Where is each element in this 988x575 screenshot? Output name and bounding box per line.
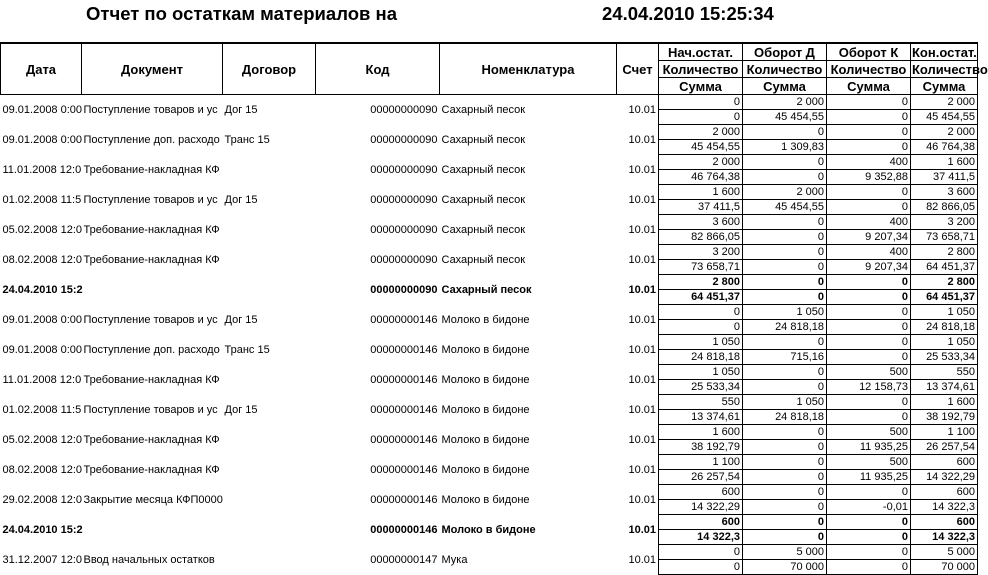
cell-qty: 2 000 — [743, 185, 827, 200]
report-body — [1, 95, 978, 575]
report-timestamp: 24.04.2010 15:25:34 — [602, 3, 774, 24]
cell-sum: 0 — [743, 500, 827, 515]
cell-sum: 26 257,54 — [911, 440, 978, 455]
cell-qty: 2 000 — [659, 125, 743, 140]
cell-sum: 0 — [827, 200, 911, 215]
cell-date: 31.12.2007 12:0 — [2, 553, 83, 566]
header-contract: Договор — [223, 43, 316, 95]
cell-qty: 3 600 — [659, 215, 743, 230]
cell-code: 00000000090 — [370, 283, 438, 296]
cell-contract — [223, 275, 316, 305]
cell-sum: 37 411,5 — [911, 170, 978, 185]
cell-qty: 1 050 — [743, 305, 827, 320]
cell-date: 29.02.2008 12:0 — [2, 493, 83, 506]
cell-sum: 37 411,5 — [659, 200, 743, 215]
cell-sum: 82 866,05 — [911, 200, 978, 215]
cell-qty: 600 — [659, 515, 743, 530]
cell-qty: 3 200 — [911, 215, 978, 230]
cell-contract: Дог 15 — [224, 193, 258, 206]
cell-date: 05.02.2008 12:0 — [2, 433, 83, 446]
cell-qty: 0 — [827, 485, 911, 500]
cell-account: 10.01 — [628, 163, 656, 176]
cell-contract — [223, 365, 316, 395]
cell-nomenclature: Сахарный песок — [441, 253, 526, 266]
cell-sum: 13 374,61 — [911, 380, 978, 395]
cell-qty: 0 — [743, 485, 827, 500]
table-row — [1, 275, 978, 290]
cell-code: 00000000090 — [370, 253, 438, 266]
cell-code: 00000000090 — [370, 193, 438, 206]
cell-document: Поступление доп. расходо — [83, 343, 220, 356]
cell-sum: 11 935,25 — [827, 440, 911, 455]
cell-account: 10.01 — [628, 553, 656, 566]
cell-qty: 2 800 — [911, 245, 978, 260]
cell-qty: 0 — [743, 275, 827, 290]
cell-nomenclature: Молоко в бидоне — [441, 373, 530, 386]
cell-qty: 0 — [827, 305, 911, 320]
cell-account: 10.01 — [628, 433, 656, 446]
cell-code: 00000000147 — [370, 553, 438, 566]
cell-nomenclature: Молоко в бидоне — [441, 523, 536, 536]
cell-sum: 70 000 — [911, 560, 978, 575]
cell-qty: 1 100 — [659, 455, 743, 470]
cell-sum: 0 — [743, 170, 827, 185]
cell-nomenclature: Молоко в бидоне — [441, 463, 530, 476]
cell-sum: 1 309,83 — [743, 140, 827, 155]
cell-qty: 0 — [743, 515, 827, 530]
cell-code: 00000000146 — [370, 403, 438, 416]
cell-qty: 2 800 — [659, 275, 743, 290]
cell-nomenclature: Молоко в бидоне — [441, 403, 530, 416]
cell-document: Поступление доп. расходо — [83, 133, 220, 146]
cell-sum: 38 192,79 — [659, 440, 743, 455]
cell-account: 10.01 — [628, 283, 656, 296]
cell-sum: 0 — [827, 140, 911, 155]
cell-qty: 1 050 — [743, 395, 827, 410]
cell-document: Требование-накладная КФ — [83, 373, 220, 386]
cell-sum: 38 192,79 — [911, 410, 978, 425]
cell-qty: 0 — [743, 215, 827, 230]
header-credit: Оборот К — [827, 43, 911, 61]
cell-account: 10.01 — [628, 463, 656, 476]
header-qty: Количество — [659, 61, 743, 78]
header-document: Документ — [82, 43, 223, 95]
table-row — [1, 95, 978, 110]
cell-sum: 0 — [743, 440, 827, 455]
header-qty: Количество — [743, 61, 827, 78]
cell-date: 24.04.2010 15:2 — [2, 523, 83, 536]
report-table — [0, 42, 988, 575]
cell-qty: 1 050 — [911, 305, 978, 320]
cell-sum: 24 818,18 — [743, 410, 827, 425]
cell-nomenclature: Молоко в бидоне — [441, 493, 530, 506]
table-row — [1, 425, 978, 440]
cell-qty: 0 — [659, 305, 743, 320]
cell-qty: 0 — [743, 365, 827, 380]
cell-code: 00000000146 — [370, 343, 438, 356]
cell-sum: 12 158,73 — [827, 380, 911, 395]
table-row — [1, 365, 978, 380]
header-sum: Сумма — [659, 78, 743, 95]
cell-qty: 550 — [659, 395, 743, 410]
cell-account: 10.01 — [628, 133, 656, 146]
cell-qty: 0 — [659, 95, 743, 110]
cell-document — [82, 515, 223, 545]
cell-sum: 64 451,37 — [659, 290, 743, 305]
cell-qty: 1 600 — [911, 155, 978, 170]
cell-contract: Дог 15 — [224, 403, 258, 416]
cell-account: 10.01 — [628, 103, 656, 116]
cell-account: 10.01 — [628, 523, 656, 536]
cell-date: 05.02.2008 12:0 — [2, 223, 83, 236]
header-qty: Количество — [912, 61, 988, 77]
cell-contract — [223, 485, 316, 515]
cell-sum: 25 533,34 — [911, 350, 978, 365]
cell-contract — [223, 515, 316, 545]
cell-sum: 0 — [827, 410, 911, 425]
cell-qty: 0 — [743, 155, 827, 170]
cell-document: Поступление товаров и ус — [83, 193, 218, 206]
cell-nomenclature: Сахарный песок — [441, 163, 526, 176]
header-opening: Нач.остат. — [659, 43, 743, 61]
cell-sum: 24 818,18 — [743, 320, 827, 335]
header-sum: Сумма — [743, 78, 827, 95]
cell-qty: 500 — [827, 425, 911, 440]
cell-sum: 25 533,34 — [659, 380, 743, 395]
cell-date: 08.02.2008 12:0 — [2, 253, 83, 266]
cell-qty: 400 — [827, 155, 911, 170]
cell-qty: 500 — [827, 365, 911, 380]
cell-qty: 0 — [743, 125, 827, 140]
cell-document: Требование-накладная КФ — [83, 253, 220, 266]
cell-qty: 0 — [743, 335, 827, 350]
cell-qty: 0 — [827, 125, 911, 140]
table-row — [1, 305, 978, 320]
cell-sum: 14 322,3 — [659, 530, 743, 545]
cell-qty: 5 000 — [911, 545, 978, 560]
cell-qty: 1 600 — [911, 395, 978, 410]
cell-qty: 2 000 — [911, 95, 978, 110]
cell-code: 00000000090 — [370, 223, 438, 236]
cell-qty: 600 — [659, 485, 743, 500]
cell-date: 09.01.2008 0:00 — [2, 343, 83, 356]
table-row — [1, 185, 978, 200]
cell-sum: -0,01 — [827, 500, 911, 515]
cell-sum: 64 451,37 — [911, 260, 978, 275]
cell-qty: 0 — [827, 545, 911, 560]
table-row — [1, 215, 978, 230]
cell-code: 00000000146 — [370, 433, 438, 446]
cell-code: 00000000146 — [370, 373, 438, 386]
cell-code: 00000000146 — [370, 493, 438, 506]
cell-qty: 0 — [659, 545, 743, 560]
cell-qty: 2 800 — [911, 275, 978, 290]
cell-date: 08.02.2008 12:0 — [2, 463, 83, 476]
cell-sum: 0 — [743, 380, 827, 395]
cell-date: 11.01.2008 12:0 — [2, 373, 82, 386]
cell-sum: 14 322,3 — [911, 500, 978, 515]
header-sum: Сумма — [827, 78, 911, 95]
cell-qty: 600 — [911, 485, 978, 500]
cell-sum: 0 — [659, 320, 743, 335]
cell-nomenclature: Сахарный песок — [441, 193, 526, 206]
cell-nomenclature: Мука — [441, 553, 468, 566]
cell-qty: 2 000 — [659, 155, 743, 170]
cell-account: 10.01 — [628, 193, 656, 206]
cell-nomenclature: Сахарный песок — [441, 223, 526, 236]
cell-sum: 0 — [743, 470, 827, 485]
cell-sum: 0 — [827, 110, 911, 125]
cell-code: 00000000090 — [370, 103, 438, 116]
cell-sum: 9 207,34 — [827, 230, 911, 245]
cell-qty: 500 — [827, 455, 911, 470]
cell-qty: 0 — [743, 455, 827, 470]
table-row — [1, 545, 978, 560]
cell-contract — [223, 155, 316, 185]
cell-document: Ввод начальных остатков — [83, 553, 215, 566]
cell-qty: 550 — [911, 365, 978, 380]
cell-date: 09.01.2008 0:00 — [2, 133, 83, 146]
cell-qty: 400 — [827, 215, 911, 230]
cell-sum: 0 — [743, 260, 827, 275]
cell-code: 00000000146 — [370, 463, 438, 476]
cell-contract — [223, 545, 316, 575]
cell-contract — [223, 455, 316, 485]
cell-nomenclature: Сахарный песок — [441, 103, 526, 116]
cell-sum: 9 207,34 — [827, 260, 911, 275]
cell-sum: 0 — [743, 230, 827, 245]
cell-qty: 1 100 — [911, 425, 978, 440]
cell-nomenclature: Молоко в бидоне — [441, 433, 530, 446]
cell-sum: 45 454,55 — [743, 200, 827, 215]
cell-qty: 5 000 — [743, 545, 827, 560]
cell-qty: 3 200 — [659, 245, 743, 260]
cell-date: 01.02.2008 11:5 — [2, 403, 82, 416]
cell-sum: 82 866,05 — [659, 230, 743, 245]
cell-qty: 0 — [743, 245, 827, 260]
cell-sum: 0 — [827, 530, 911, 545]
table-row — [1, 395, 978, 410]
cell-document: Закрытие месяца КФП0000 — [83, 493, 223, 506]
report-title: Отчет по остаткам материалов на — [86, 3, 398, 24]
cell-qty: 3 600 — [911, 185, 978, 200]
cell-contract: Дог 15 — [224, 313, 258, 326]
cell-sum: 46 764,38 — [911, 140, 978, 155]
header-code: Код — [316, 43, 440, 95]
cell-account: 10.01 — [628, 403, 656, 416]
cell-account: 10.01 — [628, 253, 656, 266]
cell-document — [82, 275, 223, 305]
cell-contract — [223, 245, 316, 275]
cell-nomenclature: Молоко в бидоне — [441, 343, 530, 356]
cell-qty: 1 050 — [659, 335, 743, 350]
cell-contract — [223, 215, 316, 245]
cell-account: 10.01 — [628, 343, 656, 356]
cell-sum: 73 658,71 — [659, 260, 743, 275]
header-closing: Кон.остат. — [912, 44, 977, 60]
cell-nomenclature: Сахарный песок — [441, 133, 526, 146]
cell-sum: 26 257,54 — [659, 470, 743, 485]
header-qty: Количество — [827, 61, 911, 78]
cell-qty: 0 — [827, 335, 911, 350]
cell-document: Требование-накладная КФ — [83, 223, 220, 236]
cell-account: 10.01 — [628, 313, 656, 326]
cell-sum: 45 454,55 — [659, 140, 743, 155]
cell-date: 24.04.2010 15:2 — [2, 283, 83, 296]
cell-document: Поступление товаров и ус — [83, 403, 218, 416]
cell-sum: 0 — [659, 560, 743, 575]
cell-date: 09.01.2008 0:00 — [2, 313, 83, 326]
cell-contract: Транс 15 — [224, 133, 270, 146]
cell-sum: 0 — [659, 110, 743, 125]
cell-qty: 0 — [827, 275, 911, 290]
cell-account: 10.01 — [628, 493, 656, 506]
cell-sum: 46 764,38 — [659, 170, 743, 185]
table-row — [1, 245, 978, 260]
header-debit: Оборот Д — [743, 43, 827, 61]
cell-date: 01.02.2008 11:5 — [2, 193, 82, 206]
table-row — [1, 125, 978, 140]
cell-document: Требование-накладная КФ — [83, 463, 220, 476]
cell-sum: 0 — [827, 350, 911, 365]
cell-qty: 600 — [911, 515, 978, 530]
cell-sum: 11 935,25 — [827, 470, 911, 485]
header-account: Счет — [617, 43, 659, 95]
cell-qty: 0 — [827, 95, 911, 110]
cell-qty: 1 600 — [659, 425, 743, 440]
table-row — [1, 485, 978, 500]
cell-nomenclature: Молоко в бидоне — [441, 313, 530, 326]
cell-document: Поступление товаров и ус — [83, 313, 218, 326]
cell-document: Поступление товаров и ус — [83, 103, 218, 116]
cell-sum: 24 818,18 — [911, 320, 978, 335]
header-sum: Сумма — [911, 78, 978, 95]
cell-sum: 0 — [743, 290, 827, 305]
cell-sum: 14 322,29 — [659, 500, 743, 515]
cell-qty: 1 600 — [659, 185, 743, 200]
cell-date: 11.01.2008 12:0 — [2, 163, 82, 176]
cell-sum: 70 000 — [743, 560, 827, 575]
cell-sum: 45 454,55 — [743, 110, 827, 125]
table-row — [1, 455, 978, 470]
cell-code: 00000000090 — [370, 163, 438, 176]
table-row — [1, 335, 978, 350]
cell-qty: 0 — [827, 515, 911, 530]
cell-sum: 0 — [827, 320, 911, 335]
cell-sum: 14 322,3 — [911, 530, 978, 545]
cell-sum: 13 374,61 — [659, 410, 743, 425]
cell-contract — [223, 425, 316, 455]
cell-qty: 1 050 — [659, 365, 743, 380]
cell-sum: 9 352,88 — [827, 170, 911, 185]
cell-contract: Транс 15 — [224, 343, 270, 356]
cell-sum: 0 — [827, 560, 911, 575]
cell-qty: 600 — [911, 455, 978, 470]
cell-sum: 14 322,29 — [911, 470, 978, 485]
cell-code: 00000000146 — [370, 523, 438, 536]
cell-sum: 24 818,18 — [659, 350, 743, 365]
cell-nomenclature: Сахарный песок — [441, 283, 532, 296]
table-row — [1, 515, 978, 530]
cell-document: Требование-накладная КФ — [83, 433, 220, 446]
table-row — [1, 155, 978, 170]
cell-qty: 2 000 — [911, 125, 978, 140]
cell-account: 10.01 — [628, 223, 656, 236]
cell-date: 09.01.2008 0:00 — [2, 103, 83, 116]
cell-qty: 2 000 — [743, 95, 827, 110]
cell-code: 00000000090 — [370, 133, 438, 146]
cell-sum: 64 451,37 — [911, 290, 978, 305]
cell-sum: 715,16 — [743, 350, 827, 365]
cell-sum: 45 454,55 — [911, 110, 978, 125]
header-nomenclature: Номенклатура — [440, 43, 617, 95]
header-date: Дата — [1, 43, 82, 95]
cell-code: 00000000146 — [370, 313, 438, 326]
cell-document: Требование-накладная КФ — [83, 163, 220, 176]
cell-account: 10.01 — [628, 373, 656, 386]
cell-qty: 1 050 — [911, 335, 978, 350]
cell-qty: 400 — [827, 245, 911, 260]
cell-sum: 0 — [827, 290, 911, 305]
cell-qty: 0 — [827, 395, 911, 410]
cell-qty: 0 — [743, 425, 827, 440]
cell-qty: 0 — [827, 185, 911, 200]
cell-contract: Дог 15 — [224, 103, 258, 116]
cell-sum: 73 658,71 — [911, 230, 978, 245]
cell-sum: 0 — [743, 530, 827, 545]
